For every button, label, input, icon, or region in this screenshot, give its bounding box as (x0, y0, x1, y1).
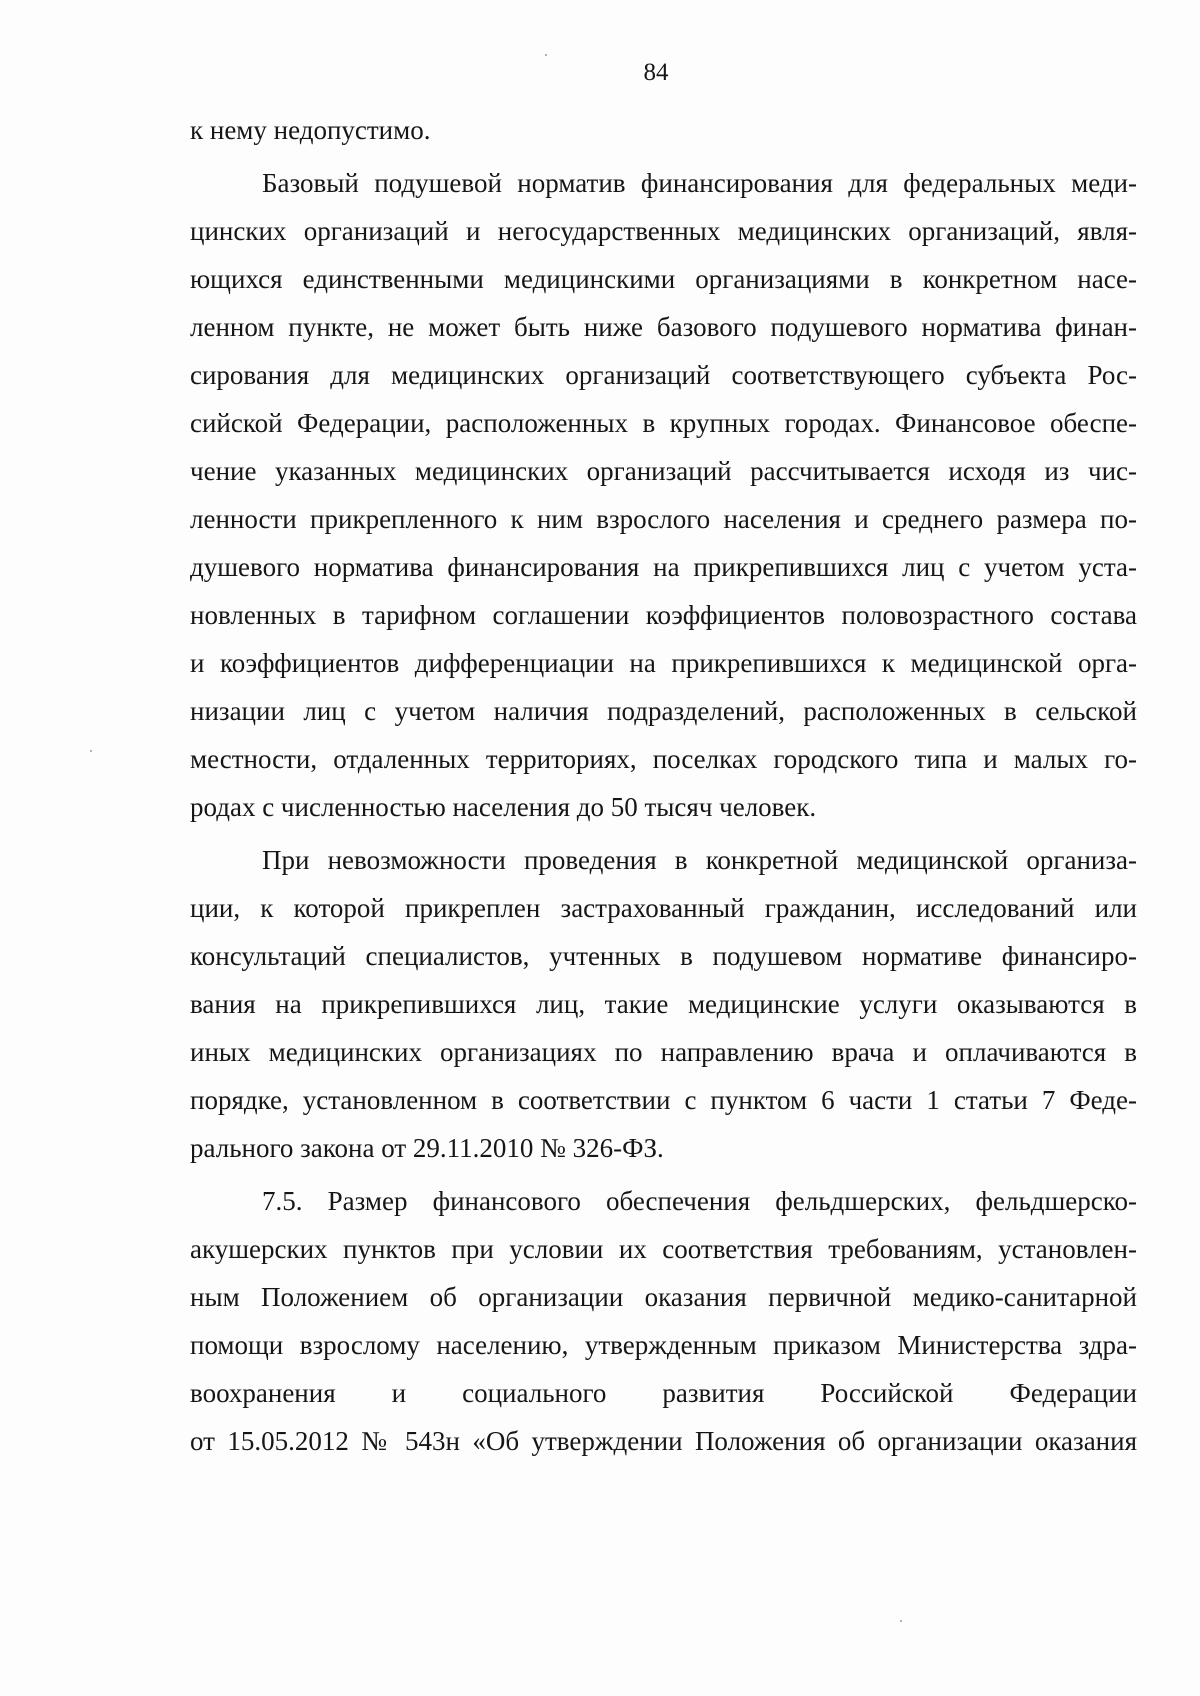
text-line: низации лиц с учетом наличия подразделений, расположенных в сельской (190, 696, 1137, 726)
text-line: от 15.05.2012 № 543н «Об утверждении Положения об организации оказания (190, 1426, 1137, 1456)
scan-speck (900, 1620, 902, 1622)
text-line: помощи взрослому населению, утвержденным приказом Министерства здра- (190, 1330, 1137, 1360)
text-line: консультаций специалистов, учтенных в подушевом нормативе финансиро- (190, 941, 1137, 971)
paragraph-last-line: рального закона от 29.11.2010 № 326-ФЗ. (190, 1133, 664, 1163)
text-line: сирования для медицинских организаций соответствующего субъекта Рос- (190, 360, 1137, 390)
text-line: акушерских пунктов при условии их соответствия требованиям, установлен- (190, 1234, 1137, 1264)
text-line: ленности прикрепленного к ним взрослого населения и среднего размера по- (190, 504, 1137, 534)
paragraph-first-line: 7.5. Размер финансового обеспечения фельдшерских, фельдшерско- (262, 1186, 1137, 1216)
text-line: вания на прикрепившихся лиц, такие медицинские услуги оказываются в (190, 989, 1137, 1019)
text-line: воохранения и социального развития Российской Федерации (190, 1378, 1137, 1408)
text-line: ным Положением об организации оказания первичной медико-санитарной (190, 1282, 1137, 1312)
text-line: порядке, установленном в соответствии с пунктом 6 части 1 статьи 7 Феде- (190, 1085, 1137, 1115)
text-line: сийской Федерации, расположенных в крупных городах. Финансовое обеспе- (190, 408, 1137, 438)
text-line: цинских организаций и негосударственных медицинских организаций, явля- (190, 216, 1137, 246)
text-line: местности, отдаленных территориях, поселках городского типа и малых го- (190, 744, 1137, 774)
text-line: новленных в тарифном соглашении коэффициентов половозрастного состава (190, 600, 1137, 630)
page-number: 84 (643, 59, 669, 86)
text-line: ции, к которой прикреплен застрахованный гражданин, исследований или (190, 893, 1137, 923)
text-line: чение указанных медицинских организаций рассчитывается исходя из чис- (190, 456, 1137, 486)
text-line: к нему недопустимо. (190, 115, 431, 145)
paragraph-first-line: Базовый подушевой норматив финансирования для федеральных меди- (262, 168, 1137, 198)
paragraph-first-line: При невозможности проведения в конкретной медицинской организа- (262, 845, 1137, 875)
text-line: и коэффициентов дифференциации на прикрепившихся к медицинской орга- (190, 648, 1137, 678)
paragraph-last-line: родах с численностью населения до 50 тысяч человек. (190, 792, 817, 822)
scan-speck (90, 750, 92, 752)
text-line: ленном пункте, не может быть ниже базового подушевого норматива финан- (190, 312, 1137, 342)
text-line: ющихся единственными медицинскими организациями в конкретном насе- (190, 264, 1137, 294)
text-line: душевого норматива финансирования на прикрепившихся лиц с учетом уста- (190, 552, 1137, 582)
text-line: иных медицинских организациях по направлению врача и оплачиваются в (190, 1037, 1137, 1067)
scan-speck (545, 54, 547, 56)
